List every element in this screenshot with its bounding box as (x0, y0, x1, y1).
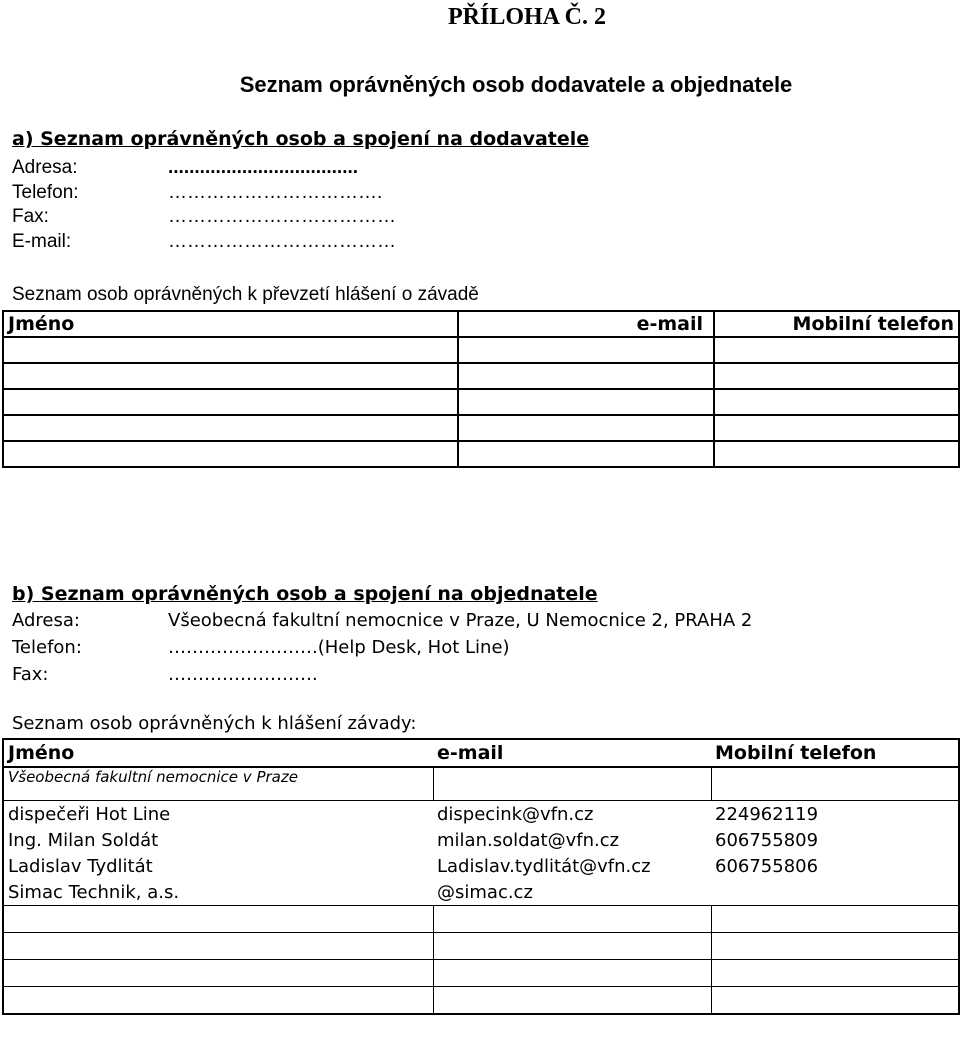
table-cell[interactable] (3, 337, 458, 363)
table-cell[interactable] (3, 960, 433, 987)
table-header-row (3, 311, 959, 337)
field-label: Fax: (12, 664, 49, 685)
contact-name: Simac Technik, a.s. (8, 881, 180, 903)
table-header-row (3, 739, 959, 767)
table-cell[interactable] (714, 337, 959, 363)
field-value: ……………………. (168, 664, 318, 685)
annex-title: PŘÍLOHA Č. 2 (448, 4, 607, 30)
contact-name: dispečeři Hot Line (8, 803, 171, 825)
table-cell[interactable] (458, 389, 714, 415)
section-a-list-caption: Seznam osob oprávněných k převzetí hlášení o závadě (12, 284, 479, 305)
table-cell[interactable] (433, 987, 711, 1015)
table-cell[interactable] (714, 441, 959, 467)
column-header-mobile: Mobilní telefon (711, 739, 959, 767)
table-cell[interactable] (3, 933, 433, 960)
section-b-heading: b) Seznam oprávněných osob a spojení na objednatele (12, 583, 598, 605)
contact-phone: 606755809 (715, 829, 819, 851)
table-cell[interactable] (711, 906, 959, 933)
table-cell[interactable] (433, 906, 711, 933)
section-a-heading: a) Seznam oprávněných osob a spojení na dodavatele (12, 128, 590, 150)
table-cell[interactable] (3, 906, 433, 933)
column-header-name: Jméno (3, 739, 433, 767)
field-value: Všeobecná fakultní nemocnice v Praze, U Nemocnice 2, PRAHA 2 (168, 610, 753, 631)
table-cell[interactable] (433, 960, 711, 987)
column-header-name: Jméno (3, 311, 458, 337)
customer-contacts-table (2, 738, 960, 1015)
table-cell[interactable] (714, 363, 959, 389)
table-cell[interactable] (433, 933, 711, 960)
table-row (3, 337, 959, 363)
column-header-email: e-mail (433, 739, 711, 767)
table-row (3, 879, 959, 906)
contact-email[interactable]: milan.soldat@vfn.cz (437, 829, 620, 851)
table-row (3, 960, 959, 987)
organization-row (3, 767, 959, 801)
table-cell[interactable] (458, 337, 714, 363)
field-label: Telefon: (12, 637, 82, 658)
contact-phone (711, 879, 959, 906)
section-b-list-caption: Seznam osob oprávněných k hlášení závady: (12, 713, 417, 734)
field-value: ……………………………. (168, 182, 383, 203)
table-cell[interactable] (714, 389, 959, 415)
supplier-contacts-table (2, 310, 960, 468)
table-cell[interactable] (3, 363, 458, 389)
table-row (3, 933, 959, 960)
table-cell[interactable] (458, 363, 714, 389)
contact-email[interactable]: @simac.cz (437, 881, 533, 903)
field-value: …………………….(Help Desk, Hot Line) (168, 637, 510, 658)
table-cell (433, 767, 711, 801)
table-cell[interactable] (458, 441, 714, 467)
field-label: Adresa: (12, 157, 78, 178)
field-value: ……………………………… (168, 206, 396, 227)
table-cell (711, 767, 959, 801)
contact-phone: 606755806 (715, 855, 819, 877)
field-label: Fax: (12, 206, 49, 227)
table-cell[interactable] (3, 441, 458, 467)
table-cell[interactable] (458, 415, 714, 441)
table-row (3, 853, 959, 879)
table-cell[interactable] (3, 987, 433, 1015)
contact-email[interactable]: Ladislav.tydlitát@vfn.cz (437, 855, 651, 877)
contact-phone: 224962119 (715, 803, 819, 825)
main-title: Seznam oprávněných osob dodavatele a objednatele (239, 72, 793, 97)
table-row (3, 363, 959, 389)
contact-name: Ladislav Tydlitát (8, 855, 153, 877)
table-cell[interactable] (3, 389, 458, 415)
table-cell[interactable] (714, 415, 959, 441)
column-header-mobile: Mobilní telefon (714, 311, 959, 337)
column-header-email: e-mail (458, 311, 714, 337)
table-row (3, 987, 959, 1015)
field-label: Adresa: (12, 610, 80, 631)
table-cell[interactable] (3, 415, 458, 441)
field-label: E-mail: (12, 231, 72, 252)
table-row (3, 906, 959, 933)
field-value: ……………………………… (168, 231, 396, 252)
table-row (3, 415, 959, 441)
contact-email[interactable]: dispecink@vfn.cz (437, 803, 594, 825)
table-row (3, 441, 959, 467)
field-label: Telefon: (12, 182, 79, 203)
table-cell[interactable] (711, 933, 959, 960)
contact-name: Ing. Milan Soldát (8, 829, 159, 851)
table-cell[interactable] (711, 987, 959, 1015)
organization-name: Všeobecná fakultní nemocnice v Praze (3, 767, 433, 801)
table-cell[interactable] (711, 960, 959, 987)
table-row (3, 827, 959, 853)
table-row (3, 389, 959, 415)
table-row (3, 801, 959, 828)
field-value: .................................... (168, 157, 359, 178)
